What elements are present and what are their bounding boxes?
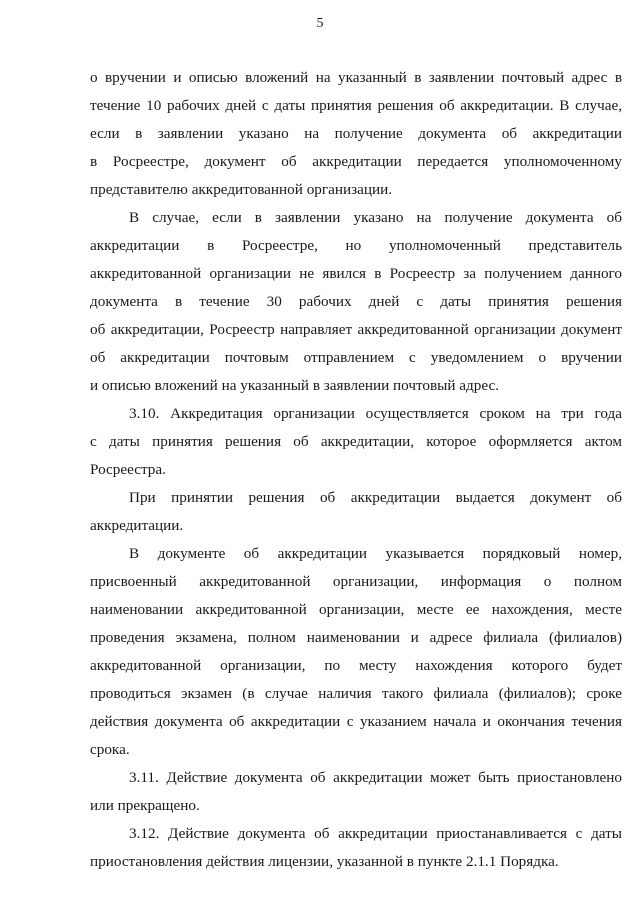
text-line: и описью вложений на указанный в заявлении почтовый адрес. [90, 377, 500, 394]
text-line: с даты принятия решения об аккредитации, которое оформляется актом [90, 433, 622, 450]
text-line: об аккредитации почтовым отправлением с уведомлением о вручении [90, 349, 622, 366]
text-line: если в заявлении указано на получение документа об аккредитации [90, 125, 622, 142]
text-line: действия документа об аккредитации с указанием начала и окончания течения [90, 713, 622, 730]
text-line: проводиться экзамен (в случае наличия такого филиала (филиалов); сроке [90, 685, 622, 702]
text-line: аккредитованной организации, по месту нахождения которого будет [90, 657, 622, 674]
text-line: течение 10 рабочих дней с даты принятия решения об аккредитации. В случае, [90, 97, 622, 114]
text-line: или прекращено. [90, 797, 200, 814]
text-line: об аккредитации, Росреестр направляет аккредитованной организации документ [90, 321, 622, 338]
text-line: Росреестра. [90, 461, 166, 478]
text-line: о вручении и описью вложений на указанный в заявлении почтовый адрес в [90, 69, 622, 86]
page-number: 5 [316, 16, 324, 31]
text-line: в Росреестре, документ об аккредитации передается уполномоченному [90, 153, 622, 170]
text-line: В документе об аккредитации указывается порядковый номер, [129, 545, 622, 562]
text-line: присвоенный аккредитованной организации, информация о полном [90, 573, 622, 590]
text-line: 3.11. Действие документа об аккредитации может быть приостановлено [129, 769, 622, 786]
text-line: срока. [90, 741, 130, 758]
text-line: проведения экзамена, полном наименовании и адресе филиала (филиалов) [90, 629, 622, 646]
text-line: представителю аккредитованной организации. [90, 181, 393, 198]
text-line: документа в течение 30 рабочих дней с даты принятия решения [90, 293, 622, 310]
text-line: аккредитованной организации не явился в Росреестр за получением данного [90, 265, 622, 282]
text-line: 3.10. Аккредитация организации осуществляется сроком на три года [129, 405, 622, 422]
text-line: аккредитации. [90, 517, 184, 534]
text-line: приостановления действия лицензии, указанной в пункте 2.1.1 Порядка. [90, 853, 559, 870]
text-line: наименовании аккредитованной организации, месте ее нахождения, месте [90, 601, 622, 618]
text-line: аккредитации в Росреестре, но уполномоченный представитель [90, 237, 622, 254]
text-line: При принятии решения об аккредитации выдается документ об [129, 489, 622, 506]
text-line: В случае, если в заявлении указано на получение документа об [129, 209, 622, 226]
text-line: 3.12. Действие документа об аккредитации приостанавливается с даты [129, 825, 622, 842]
